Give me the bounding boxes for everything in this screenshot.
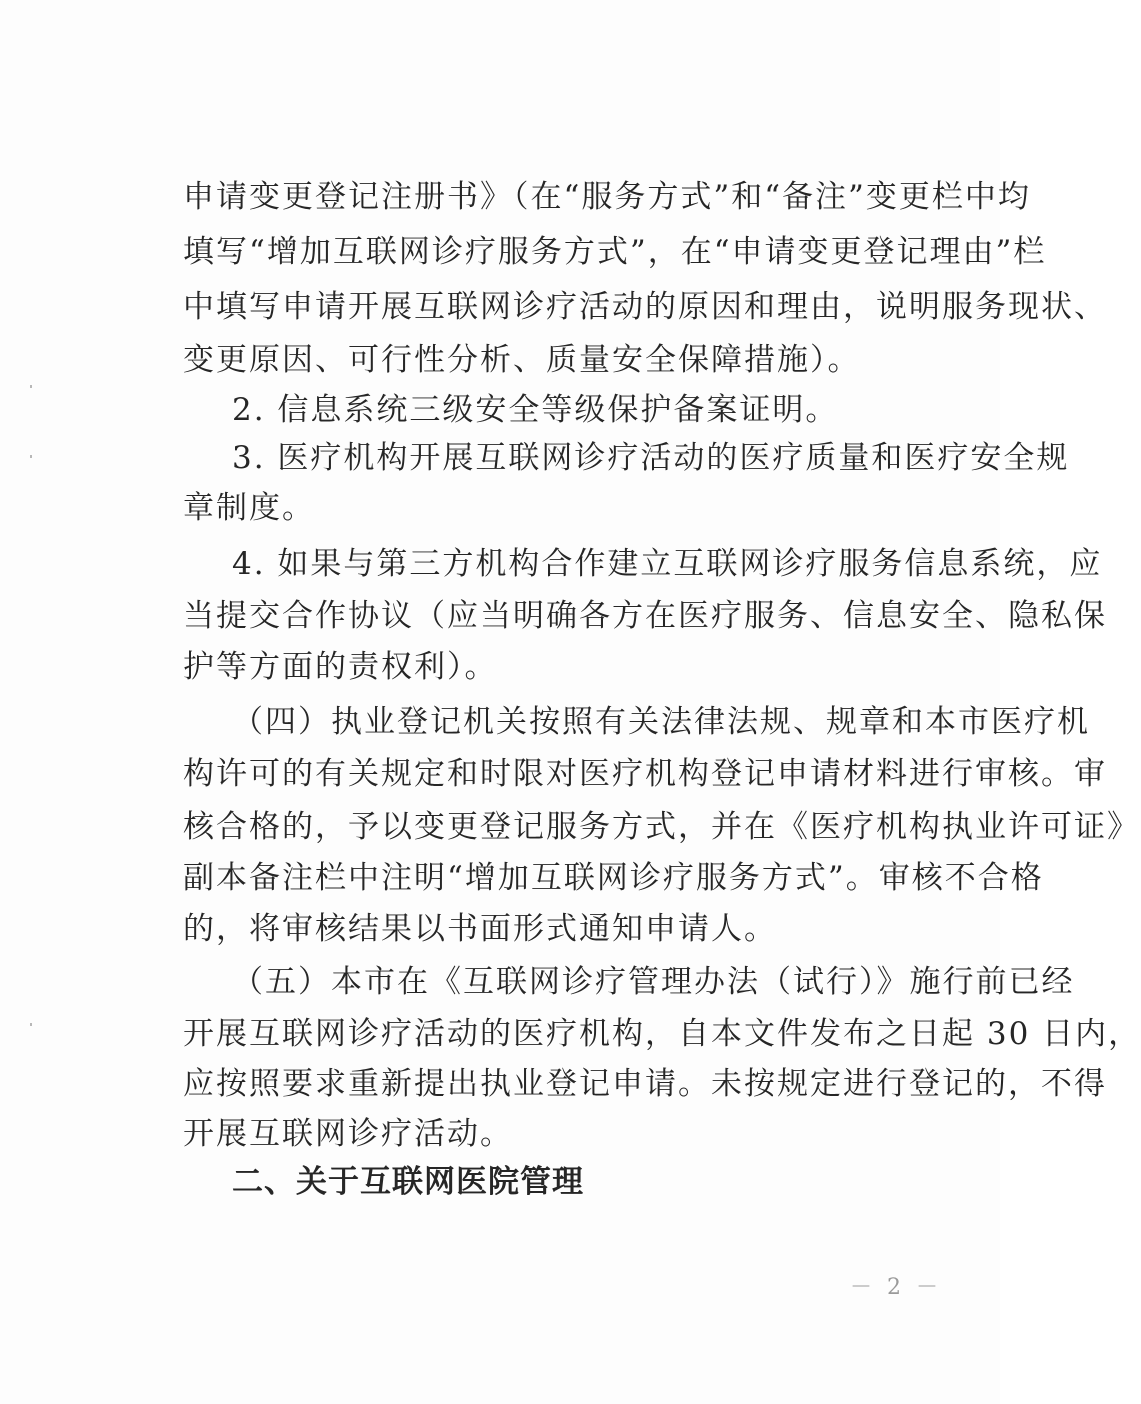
scan-speck	[30, 455, 32, 458]
paragraph-four: （四）执业登记机关按照有关法律法规、规章和本市医疗机	[232, 704, 1090, 740]
body-line: 副本备注栏中注明“增加互联网诊疗服务方式”。审核不合格	[183, 860, 1044, 896]
list-item-2: 2. 信息系统三级安全等级保护备案证明。	[232, 392, 839, 428]
body-line: 开展互联网诊疗活动。	[183, 1116, 513, 1152]
body-line: 填写“增加互联网诊疗服务方式”，在“申请变更登记理由”栏	[183, 234, 1047, 270]
scan-speck	[30, 385, 32, 388]
section-heading: 二、关于互联网医院管理	[232, 1164, 584, 1200]
body-line: 申请变更登记注册书》（在“服务方式”和“备注”变更栏中均	[183, 179, 1031, 215]
body-line: 当提交合作协议（应当明确各方在医疗服务、信息安全、隐私保	[183, 598, 1107, 634]
body-line: 变更原因、可行性分析、质量安全保障措施）。	[183, 342, 861, 378]
body-line: 章制度。	[183, 490, 315, 526]
list-item-3: 3. 医疗机构开展互联网诊疗活动的医疗质量和医疗安全规	[232, 440, 1070, 476]
paragraph-five: （五）本市在《互联网诊疗管理办法（试行）》施行前已经	[232, 964, 1075, 1000]
page-number: － 2 －	[850, 1275, 942, 1300]
body-line: 的，将审核结果以书面形式通知申请人。	[183, 911, 777, 947]
scan-speck	[30, 1023, 32, 1026]
body-line: 应按照要求重新提出执业登记申请。未按规定进行登记的，不得	[183, 1066, 1107, 1102]
body-line: 核合格的，予以变更登记服务方式，并在《医疗机构执业许可证》	[183, 809, 1140, 845]
list-item-4: 4. 如果与第三方机构合作建立互联网诊疗服务信息系统，应	[232, 546, 1103, 582]
body-line: 开展互联网诊疗活动的医疗机构，自本文件发布之日起 30 日内，	[183, 1016, 1141, 1052]
body-line: 中填写申请开展互联网诊疗活动的原因和理由，说明服务现状、	[183, 289, 1107, 325]
body-line: 构许可的有关规定和时限对医疗机构登记申请材料进行审核。审	[183, 756, 1107, 792]
body-line: 护等方面的责权利）。	[183, 649, 498, 685]
